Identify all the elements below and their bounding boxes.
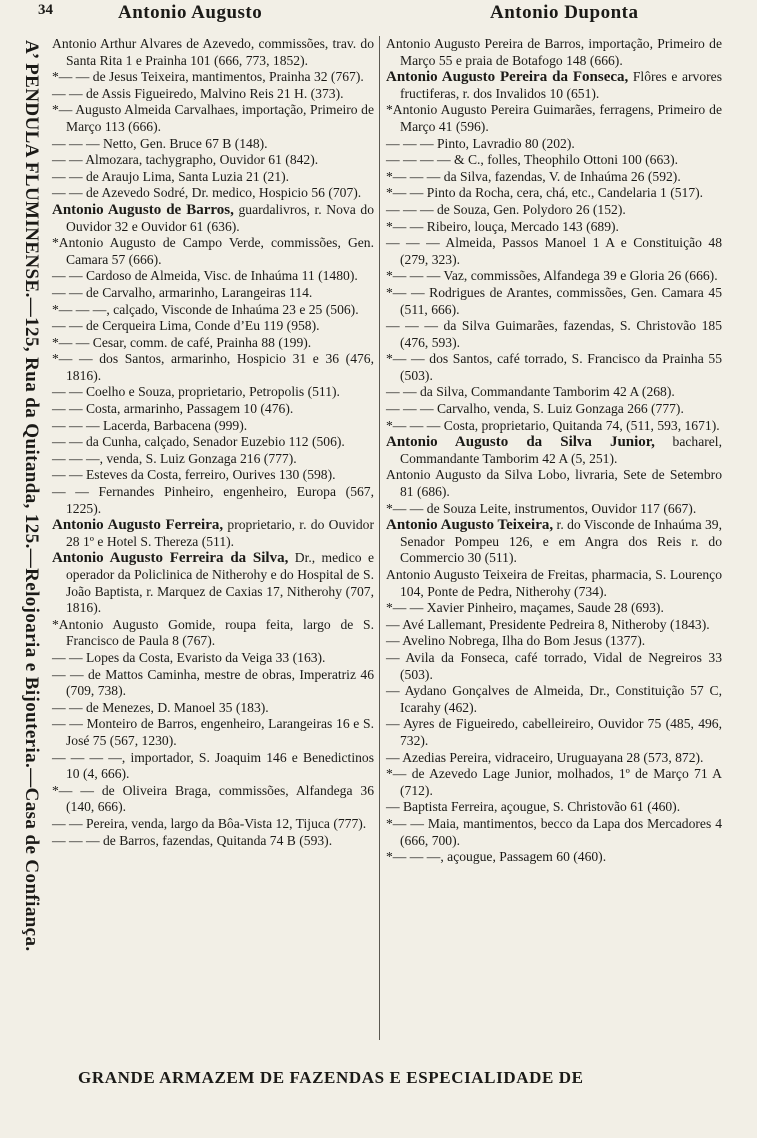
directory-entry (52, 650, 374, 667)
entry-text: *— — — Vaz, commissões, Alfandega 39 e Gloria 26 (666). (386, 268, 718, 284)
entry-text: — — — de Barros, fazendas, Quitanda 74 B (593). (52, 832, 333, 848)
entry-text: — Azedias Pereira, vidraceiro, Uruguayana 28 (573, 872). (386, 749, 704, 765)
running-head-left: Antonio Augusto (118, 2, 263, 23)
directory-entry (386, 517, 722, 567)
directory-entry (386, 501, 722, 518)
entry-text: *— — dos Santos, café torrado, S. Francisco da Prainha 55 (503). (386, 351, 722, 383)
directory-entry (386, 169, 722, 186)
entry-heading: Antonio Augusto Ferreira, (52, 517, 224, 534)
entry-text: — — de Assis Figueiredo, Malvino Reis 21 H. (373). (52, 85, 344, 101)
entry-text: — — de Araujo Lima, Santa Luzia 21 (21). (52, 168, 290, 184)
directory-entry (52, 833, 374, 850)
entry-text: Flôres e arvores fructiferas, r. dos Invalidos 10 (651). (400, 69, 722, 101)
entry-text: — — Fernandes Pinheiro, engenheiro, Europa (567, 1225). (52, 484, 374, 516)
directory-entry (386, 185, 722, 202)
entry-text: *— — Pinto da Rocha, cera, chá, etc., Candelaria 1 (517). (386, 185, 704, 201)
directory-entry (386, 102, 722, 135)
entry-text: — — Pereira, venda, largo da Bôa-Vista 12, Tijuca (777). (52, 815, 367, 831)
directory-entry (386, 36, 722, 69)
entry-text: r. do Visconde de Inhaúma 39, Senador Pompeu 126, e em Angra dos Reis r. do Commercio 30 (511). (400, 517, 722, 566)
entry-text: — — Almozara, tachygrapho, Ouvidor 61 (842). (52, 152, 319, 168)
entry-text: — Avelino Nobrega, Ilha do Bom Jesus (1377). (386, 633, 646, 649)
entry-heading: Antonio Augusto da Silva Junior, (386, 434, 655, 451)
entry-heading: Antonio Augusto de Barros, (52, 201, 234, 218)
directory-entry (386, 849, 722, 866)
entry-text: bacharel, Commandante Tamborim 42 A (5, 251). (400, 434, 722, 466)
directory-entry (52, 418, 374, 435)
directory-entry (386, 202, 722, 219)
directory-entry (386, 633, 722, 650)
directory-entry (386, 268, 722, 285)
entry-text: — Avila da Fonseca, café torrado, Vidal de Negreiros 33 (503). (386, 649, 722, 682)
directory-entry (52, 700, 374, 717)
entry-text: — Ayres de Figueiredo, cabelleireiro, Ouvidor 75 (485, 496, 732). (386, 716, 722, 748)
entry-text: — Baptista Ferreira, açougue, S. Christovão 61 (460). (386, 799, 681, 815)
entry-text: — — da Cunha, calçado, Senador Euzebio 112 (506). (52, 434, 345, 450)
directory-entry (52, 716, 374, 749)
entry-text: — — — Lacerda, Barbacena (999). (52, 417, 248, 433)
directory-entry (386, 816, 722, 849)
entry-text: — — de Cerqueira Lima, Conde d’Eu 119 (958). (52, 318, 320, 334)
directory-entry (386, 617, 722, 634)
directory-entry (52, 816, 374, 833)
entry-text: — — Costa, armarinho, Passagem 10 (476). (52, 401, 294, 417)
directory-entry (52, 102, 374, 135)
entry-heading: Antonio Augusto Pereira da Fonseca, (386, 69, 629, 86)
entry-text: — — de Mattos Caminha, mestre de obras, Imperatriz 46 (709, 738). (52, 666, 374, 699)
directory-entry (386, 401, 722, 418)
directory-entry (52, 302, 374, 319)
directory-entry (52, 351, 374, 384)
directory-entry (52, 69, 374, 86)
entry-text: *Antonio Augusto de Campo Verde, commissões, Gen. Camara 57 (666). (52, 235, 374, 267)
entry-text: *— — —, açougue, Passagem 60 (460). (386, 849, 607, 865)
entry-text: *— — dos Santos, armarinho, Hospicio 31 e 36 (476, 1816). (52, 351, 374, 383)
entry-heading: Antonio Augusto Teixeira, (386, 517, 554, 534)
directory-entry (386, 318, 722, 351)
directory-entry (52, 484, 374, 517)
entry-text: Antonio Arthur Alvares de Azevedo, commissões, trav. do Santa Rita 1 e Prainha 101 (666, 773, 1852). (52, 36, 374, 68)
entry-text: — — — de Souza, Gen. Polydoro 26 (152). (386, 201, 626, 217)
entry-text: *— — —, calçado, Visconde de Inhaúma 23 e 25 (506). (52, 301, 359, 317)
entry-heading: Antonio Augusto Ferreira da Silva, (52, 550, 289, 567)
entry-text: — — — Carvalho, venda, S. Luiz Gonzaga 266 (777). (386, 401, 684, 417)
entry-text: — — de Azevedo Sodré, Dr. medico, Hospicio 56 (707). (52, 185, 362, 201)
directory-entry (386, 136, 722, 153)
entry-text: — — Lopes da Costa, Evaristo da Veiga 33 (163). (52, 649, 326, 665)
entry-text: — — Cardoso de Almeida, Visc. de Inhaúma 11 (1480). (52, 268, 358, 284)
entry-text: *— — de Souza Leite, instrumentos, Ouvidor 117 (667). (386, 500, 697, 516)
entry-text: *— — de Oliveira Braga, commissões, Alfandega 36 (140, 666). (52, 782, 374, 815)
entry-text: *— — de Jesus Teixeira, mantimentos, Prainha 32 (767). (52, 69, 364, 85)
directory-entry (52, 235, 374, 268)
directory-entry (52, 152, 374, 169)
directory-entry (52, 467, 374, 484)
directory-entry (386, 750, 722, 767)
directory-entry (52, 185, 374, 202)
entry-text: *Antonio Augusto Gomide, roupa feita, largo de S. Francisco de Paula 8 (767). (52, 616, 374, 649)
entry-text: — — de Menezes, D. Manoel 35 (183). (52, 699, 269, 715)
side-advertisement (4, 40, 48, 952)
entry-text: proprietario, r. do Ouvidor 28 1º e Hotel S. Thereza (511). (66, 517, 374, 549)
entry-text: Antonio Augusto da Silva Lobo, livraria, Sete de Setembro 81 (686). (386, 467, 722, 500)
entry-text: — — — —, importador, S. Joaquim 146 e Benedictinos 10 (4, 666). (52, 749, 374, 782)
directory-entry (386, 567, 722, 600)
entry-text: — — Esteves da Costa, ferreiro, Ourives 130 (598). (52, 467, 336, 483)
entry-text: — — de Carvalho, armarinho, Larangeiras 114. (52, 284, 313, 300)
directory-entry (386, 434, 722, 467)
entry-text: — — — Netto, Gen. Bruce 67 B (148). (52, 135, 268, 151)
directory-entry (386, 152, 722, 169)
directory-entry (386, 69, 722, 102)
directory-entry (52, 202, 374, 235)
side-advertisement-text: A’ PENDULA FLUMINENSE.—125, Rua da Quitanda, 125.—Relojoaria e Bijouteria.—Casa de Confiança. (21, 40, 42, 952)
entry-text: *— — Rodrigues de Arantes, commissões, Gen. Camara 45 (511, 666). (386, 284, 722, 317)
right-column (386, 36, 722, 866)
directory-entry (52, 335, 374, 352)
entry-text: *— — — da Silva, fazendas, V. de Inhaúma 26 (592). (386, 168, 681, 184)
entry-text: — — — da Silva Guimarães, fazendas, S. Christovão 185 (476, 593). (386, 318, 722, 350)
entry-text: — — da Silva, Commandante Tamborim 42 A (268). (386, 384, 675, 400)
entry-text: *— — Cesar, comm. de café, Prainha 88 (199). (52, 334, 312, 350)
entry-text: *— de Azevedo Lage Junior, molhados, 1º de Março 71 A (712). (386, 766, 722, 798)
entry-text: *Antonio Augusto Pereira Guimarães, ferragens, Primeiro de Março 41 (596). (386, 102, 722, 134)
page-header (38, 2, 750, 30)
directory-entry (52, 384, 374, 401)
entry-text: *— — — Costa, proprietario, Quitanda 74, (511, 593, 1671). (386, 417, 720, 433)
entry-text: — — Monteiro de Barros, engenheiro, Larangeiras 16 e S. José 75 (567, 1230). (52, 716, 374, 748)
directory-entry (52, 750, 374, 783)
entry-text: Dr., medico e operador da Policlinica de Nitherohy e do Hospital de S. João Baptista, r. Marquez de Caxias 17, Nitherohy (707, 1816). (66, 550, 374, 616)
directory-entry (52, 169, 374, 186)
directory-entry (52, 434, 374, 451)
directory-entry (386, 384, 722, 401)
column-divider (379, 36, 380, 1040)
entry-text: *— Augusto Almeida Carvalhaes, importação, Primeiro de Março 113 (666). (52, 102, 374, 134)
directory-entry (52, 401, 374, 418)
entry-text: *— — Xavier Pinheiro, maçames, Saude 28 (693). (386, 600, 664, 616)
directory-entry (52, 36, 374, 69)
entry-text: Antonio Augusto Teixeira de Freitas, pharmacia, S. Lourenço 104, Ponte de Pedra, Nitherohy (734). (386, 567, 722, 599)
entry-text: — — — Pinto, Lavradio 80 (202). (386, 135, 575, 151)
directory-entry (386, 351, 722, 384)
directory-entry (52, 86, 374, 103)
directory-entry (386, 219, 722, 236)
directory-entry (386, 799, 722, 816)
directory-entry (52, 617, 374, 650)
directory-entry (386, 683, 722, 716)
directory-entry (386, 467, 722, 500)
left-column (52, 36, 374, 849)
entry-text: — — Coelho e Souza, proprietario, Petropolis (511). (52, 384, 340, 400)
page-number: 34 (38, 2, 53, 18)
directory-entry (52, 268, 374, 285)
directory-entry (52, 136, 374, 153)
directory-entry (386, 235, 722, 268)
entry-text: — — — — & C., folles, Theophilo Ottoni 100 (663). (386, 152, 678, 168)
directory-entry (52, 550, 374, 616)
directory-entry (52, 517, 374, 550)
footer-advertisement: GRANDE ARMAZEM DE FAZENDAS E ESPECIALIDADE DE (78, 1068, 584, 1087)
entry-text: *— — Maia, mantimentos, becco da Lapa dos Mercadores 4 (666, 700). (386, 815, 722, 848)
directory-entry (386, 418, 722, 435)
entry-text: — — —, venda, S. Luiz Gonzaga 216 (777). (52, 450, 297, 466)
directory-entry (52, 667, 374, 700)
directory-entry (52, 285, 374, 302)
entry-text: guardalivros, r. Nova do Ouvidor 32 e Ouvidor 61 (636). (66, 201, 374, 234)
directory-entry (386, 650, 722, 683)
directory-entry (386, 716, 722, 749)
directory-entry (52, 451, 374, 468)
directory-entry (52, 318, 374, 335)
directory-entry (52, 783, 374, 816)
directory-entry (386, 766, 722, 799)
directory-entry (386, 285, 722, 318)
entry-text: — Aydano Gonçalves de Almeida, Dr., Constituição 57 C, Icarahy (462). (386, 683, 722, 715)
running-head-right: Antonio Duponta (490, 2, 639, 23)
entry-text: *— — Ribeiro, louça, Mercado 143 (689). (386, 218, 619, 234)
entry-text: Antonio Augusto Pereira de Barros, importação, Primeiro de Março 55 e praia de Botafogo 148 (666). (386, 36, 722, 68)
directory-entry (386, 600, 722, 617)
entry-text: — Avé Lallemant, Presidente Pedreira 8, Nitheroby (1843). (386, 616, 710, 632)
entry-text: — — — Almeida, Passos Manoel 1 A e Constituição 48 (279, 323). (386, 235, 722, 267)
